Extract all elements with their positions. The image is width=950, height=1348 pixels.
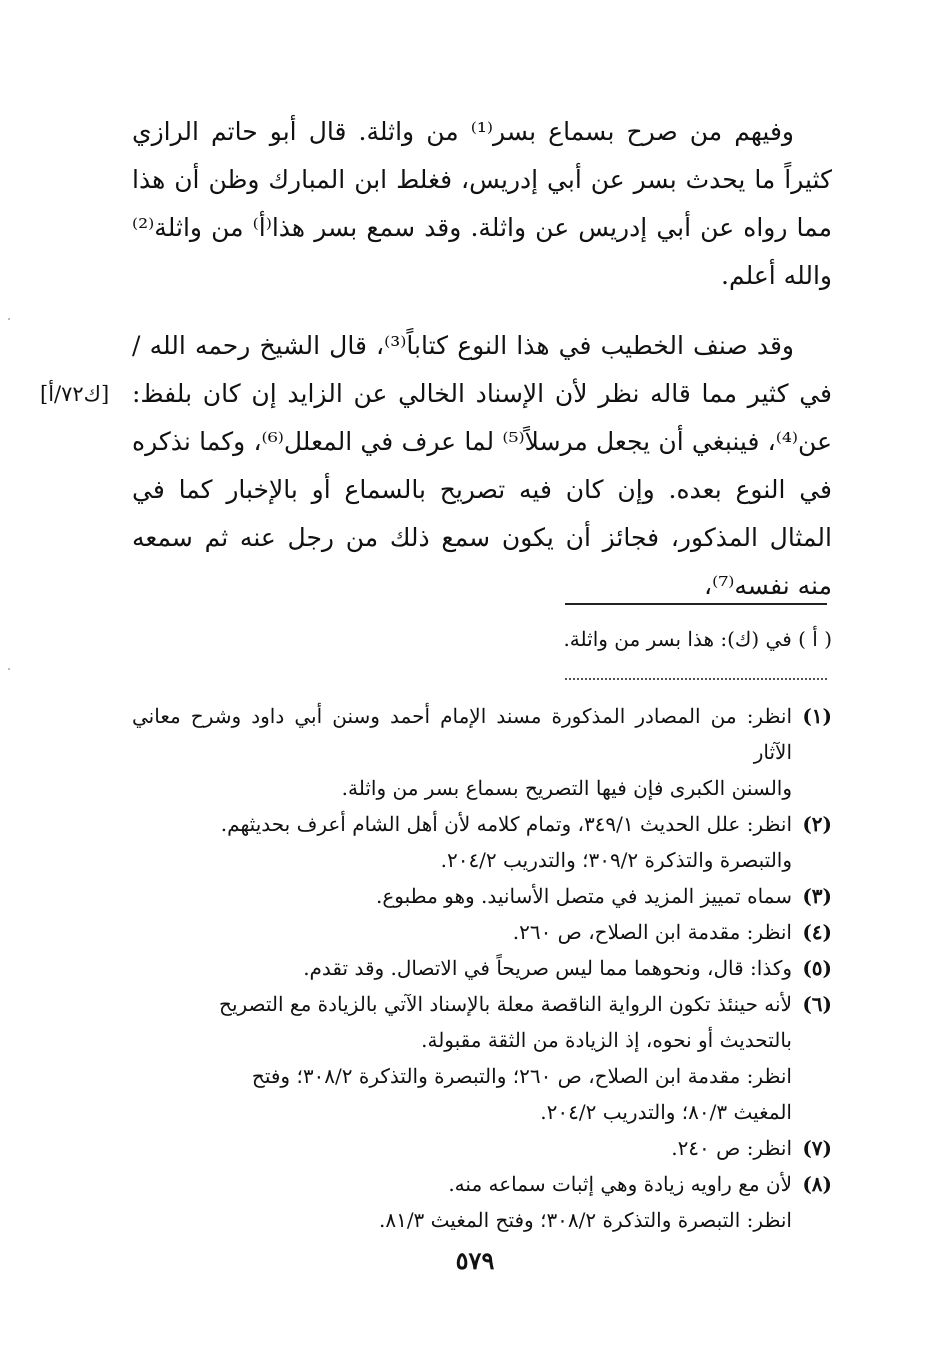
footnote-line: انظر: مقدمة ابن الصلاح، ص ٢٦٠. [512, 920, 792, 944]
footnote-line: بالتحديث أو نحوه، إذ الزيادة من الثقة مقبولة. [421, 1028, 792, 1052]
footnote-body [132, 1130, 792, 1166]
footnote-line: والسنن الكبرى فإن فيها التصريح بسماع بسر من واثلة. [341, 776, 792, 800]
footnote-line: انظر: من المصادر المذكورة مسند الإمام أحمد وسنن أبي داود وشرح معاني الآثار [132, 704, 792, 764]
footnotes-list [132, 698, 832, 1238]
footnote-number: (٣) [802, 884, 832, 908]
body-paragraph-2 [132, 322, 832, 610]
footnote-3 [132, 878, 832, 914]
footnote-number: (٢) [802, 812, 832, 836]
footnote-number: (٦) [802, 992, 832, 1016]
footnote-1 [132, 698, 832, 806]
footnote-line: لأنه حينئذ تكون الرواية الناقصة معلة بالإسناد الآتي بالزيادة مع التصريح [219, 992, 792, 1016]
footnote-body [132, 878, 792, 914]
footnote-line: المغيث ٨٠/٣؛ والتدريب ٢٠٤/٢. [540, 1100, 792, 1124]
footnote-number: (٤) [802, 920, 832, 944]
footnote-separator [565, 603, 827, 605]
footnote-8 [132, 1166, 832, 1238]
footnote-body [132, 1166, 792, 1238]
scan-edge-speck [8, 668, 10, 670]
footnote-body [132, 806, 792, 878]
body-paragraph-1 [132, 108, 832, 300]
footnote-line: لأن مع راويه زيادة وهي إثبات سماعه منه. [448, 1172, 792, 1196]
footnote-number: (٧) [802, 1136, 832, 1160]
page-number: ٥٧٩ [455, 1246, 495, 1275]
footnote-number: (١) [802, 704, 832, 728]
manuscript-folio-marker: [ك٧٢/أ] [40, 382, 110, 406]
variant-note: ( أ ) في (ك): هذا بسر من واثلة. [563, 627, 832, 651]
footnote-2 [132, 806, 832, 878]
footnote-line: والتبصرة والتذكرة ٣٠٩/٢؛ والتدريب ٢٠٤/٢. [440, 848, 792, 872]
footnote-5 [132, 950, 832, 986]
footnote-body [132, 986, 792, 1130]
paragraph-2-text: وقد صنف الخطيب في هذا النوع كتاباً⁽³⁾، قال الشيخ رحمه الله / في كثير مما قاله نظر لأن الإسناد الخالي عن الزايد إن كان بلفظ: عن⁽⁴⁾، فينبغي أن يجعل مرسلاً⁽⁵⁾ لما عرف في المعلل⁽⁶⁾، وكما نذكره في النوع بعده. وإن كان فيه تصريح بالسماع أو بالإخبار كما في المثال المذكور، فجائز أن يكون سمع ذلك من رجل عنه ثم سمعه منه نفسه⁽⁷⁾، [132, 331, 833, 600]
footnote-number: (٨) [802, 1172, 832, 1196]
footnote-line: وكذا: قال، ونحوهما مما ليس صريحاً في الاتصال. وقد تقدم. [303, 956, 792, 980]
footnote-dotted-separator [565, 678, 827, 680]
footnote-line: انظر: ص ٢٤٠. [671, 1136, 792, 1160]
footnote-line: سماه تمييز المزيد في متصل الأسانيد. وهو مطبوع. [376, 884, 792, 908]
footnote-6 [132, 986, 832, 1130]
footnote-line: انظر: مقدمة ابن الصلاح، ص ٢٦٠؛ والتبصرة والتذكرة ٣٠٨/٢؛ وفتح [251, 1064, 792, 1088]
footnote-body [132, 698, 792, 806]
footnote-body [132, 914, 792, 950]
scan-edge-speck [8, 318, 10, 320]
footnote-number: (٥) [802, 956, 832, 980]
footnote-line: انظر: علل الحديث ٣٤٩/١، وتمام كلامه لأن أهل الشام أعرف بحديثهم. [220, 812, 792, 836]
footnote-line: انظر: التبصرة والتذكرة ٣٠٨/٢؛ وفتح المغيث ٨١/٣. [378, 1208, 792, 1232]
footnote-4 [132, 914, 832, 950]
paragraph-1-text: وفيهم من صرح بسماع بسر⁽¹⁾ من واثلة. قال أبو حاتم الرازي كثيراً ما يحدث بسر عن أبي إدريس، فغلط ابن المبارك وظن أن هذا مما رواه عن أبي إدريس عن واثلة. وقد سمع بسر هذا⁽أ⁾ من واثلة⁽²⁾ والله أعلم. [132, 117, 832, 290]
footnote-body [132, 950, 792, 986]
footnote-7 [132, 1130, 832, 1166]
